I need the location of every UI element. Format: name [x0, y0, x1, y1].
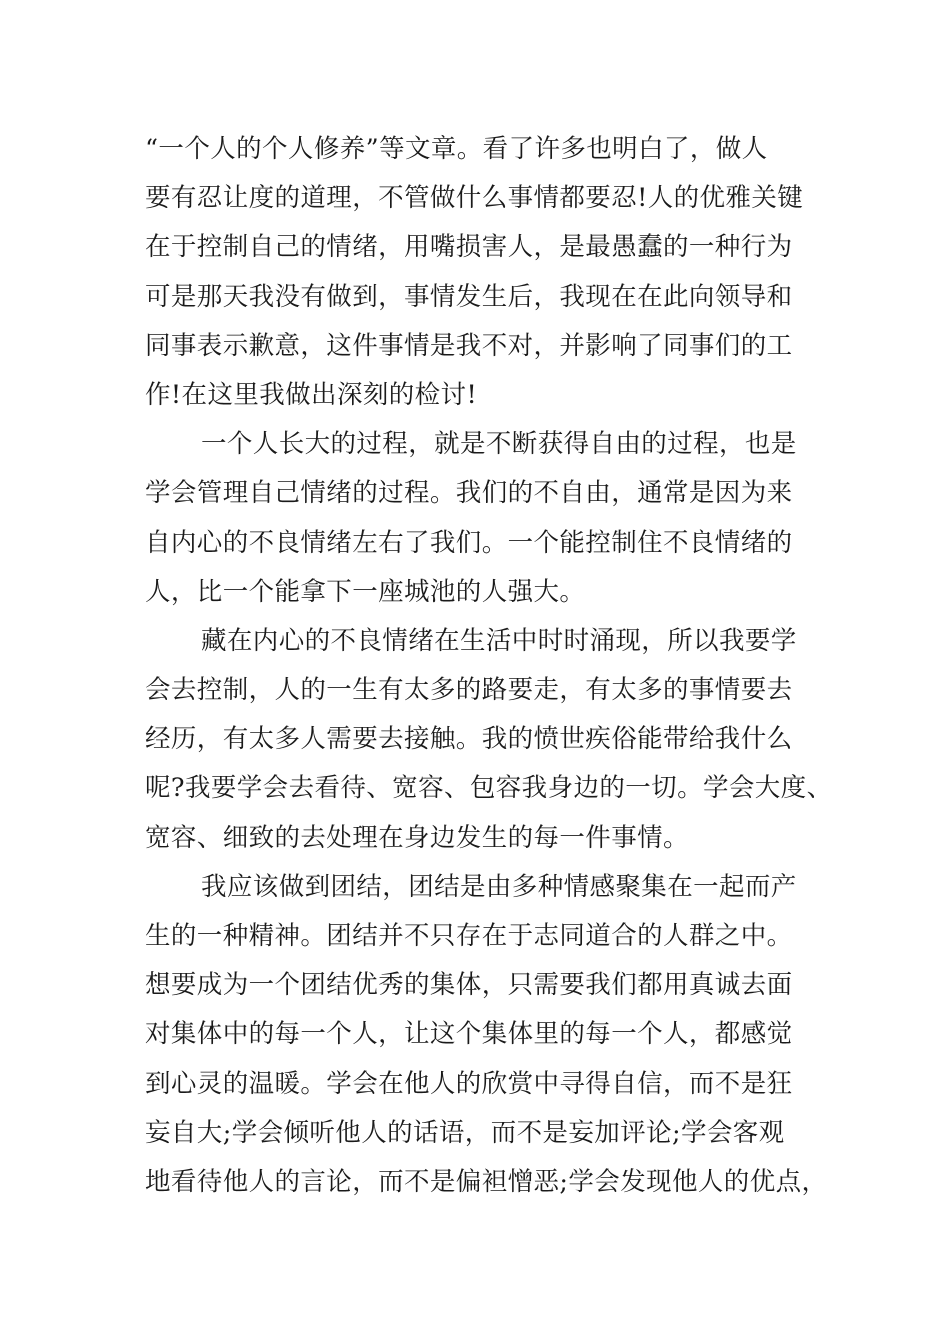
- text-line: 要有忍让度的道理，不管做什么事情都要忍!人的优雅关键: [145, 183, 804, 214]
- paragraph-first-line: 我应该做到团结，团结是由多种情感聚集在一起而产: [201, 871, 797, 902]
- text-line: 作!在这里我做出深刻的检讨!: [145, 379, 478, 410]
- text-line: 妄自大;学会倾听他人的话语，而不是妄加评论;学会客观: [145, 1117, 785, 1148]
- text-line: 对集体中的每一个人，让这个集体里的每一个人，都感觉: [145, 1019, 793, 1050]
- paragraph-first-line: 藏在内心的不良情绪在生活中时时涌现，所以我要学: [201, 625, 797, 656]
- body-text: [145, 125, 833, 1207]
- text-line: 在于控制自己的情绪，用嘴损害人，是最愚蠢的一种行为: [145, 232, 793, 263]
- text-line: 自内心的不良情绪左右了我们。一个能控制住不良情绪的: [145, 527, 793, 558]
- text-line: “一个人的个人修养”等文章。看了许多也明白了，做人: [145, 134, 768, 164]
- text-line: 到心灵的温暖。学会在他人的欣赏中寻得自信，而不是狂: [145, 1068, 793, 1099]
- text-line: 会去控制，人的一生有太多的路要走，有太多的事情要去: [145, 675, 793, 706]
- text-line: 生的一种精神。团结并不只存在于志同道合的人群之中。: [145, 921, 793, 951]
- text-line: 人，比一个能拿下一座城池的人强大。: [145, 576, 586, 607]
- text-line: 呢?我要学会去看待、宽容、包容我身边的一切。学会大度、: [145, 773, 833, 804]
- text-line: 想要成为一个团结优秀的集体，只需要我们都用真诚去面: [145, 970, 793, 1001]
- text-line: 宽容、细致的去处理在身边发生的每一件事情。: [145, 822, 689, 853]
- text-line: 同事表示歉意，这件事情是我不对，并影响了同事们的工: [145, 330, 793, 361]
- text-line: 学会管理自己情绪的过程。我们的不自由，通常是因为来: [145, 478, 793, 509]
- paragraph-first-line: 一个人长大的过程，就是不断获得自由的过程，也是: [201, 429, 797, 460]
- text-line: 可是那天我没有做到，事情发生后，我现在在此向领导和: [145, 281, 793, 312]
- text-line: 经历，有太多人需要去接触。我的愤世疾俗能带给我什么: [145, 724, 793, 755]
- text-line: 地看待他人的言论，而不是偏袒憎恶;学会发现他人的优点，: [145, 1166, 828, 1197]
